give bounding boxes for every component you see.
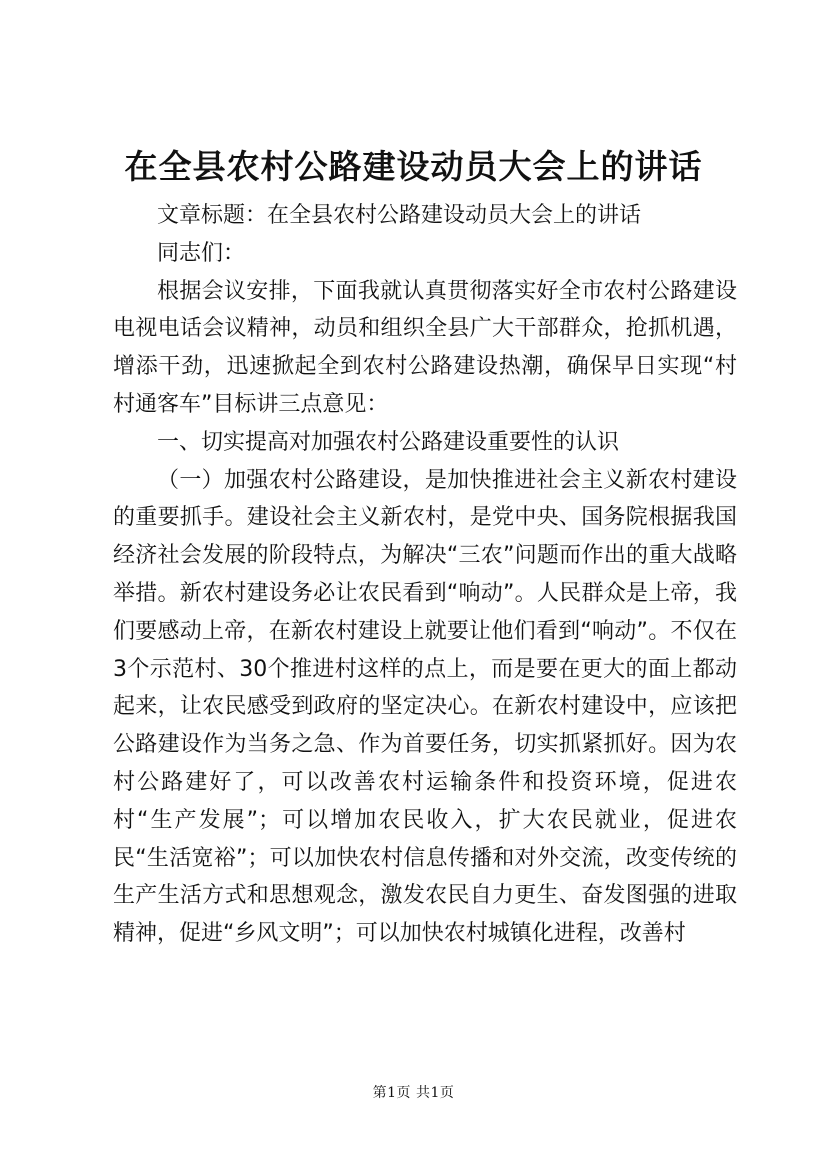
body-paragraph-intro: 根据会议安排，下面我就认真贯彻落实好全市农村公路建设电视电话会议精神，动员和组织全县广大干部群众，抢抓机遇，增添干劲，迅速掀起全到农村公路建设热潮，确保早日实现“村村通客车”目标讲三点意见： (113, 278, 737, 417)
body-paragraph-1: （一）加强农村公路建设，是加快推进社会主义新农村建设的重要抓手。建设社会主义新农村，是党中央、国务院根据我国经济社会发展的阶段特点，为解决“三农”问题而作出的重大战略举措。新农村建设务必让农民看到“响动”。人民群众是上帝，我们要感动上帝，在新农村建设上就要让他们看到“响动”。不仅在3个示范村、30个推进村这样的点上，而是要在更大的面上都动起来，让农民感受到政府的坚定决心。在新农村建设中，应该把公路建设作为当务之急、作为首要任务，切实抓紧抓好。因为农村公路建好了，可以改善农村运输条件和投资环境，促进农村“生产发展”；可以增加农民收入，扩大农民就业，促进农民“生活宽裕”；可以加快农村信息传播和对外交流，改变传统的生产生活方式和思想观念，激发农民自力更生、奋发图强的进取精神，促进“乡风文明”；可以加快农村城镇化进程，改善村 (113, 467, 737, 947)
section-heading: 一、切实提高对加强农村公路建设重要性的认识 (157, 429, 620, 455)
document-title: 在全县农村公路建设动员大会上的讲话 (124, 147, 703, 186)
page-footer: 第1页 共1页 (372, 1085, 455, 1101)
document-body (113, 197, 737, 953)
salutation: 同志们： (157, 240, 246, 266)
article-title-line: 文章标题：在全县农村公路建设动员大会上的讲话 (157, 203, 642, 228)
